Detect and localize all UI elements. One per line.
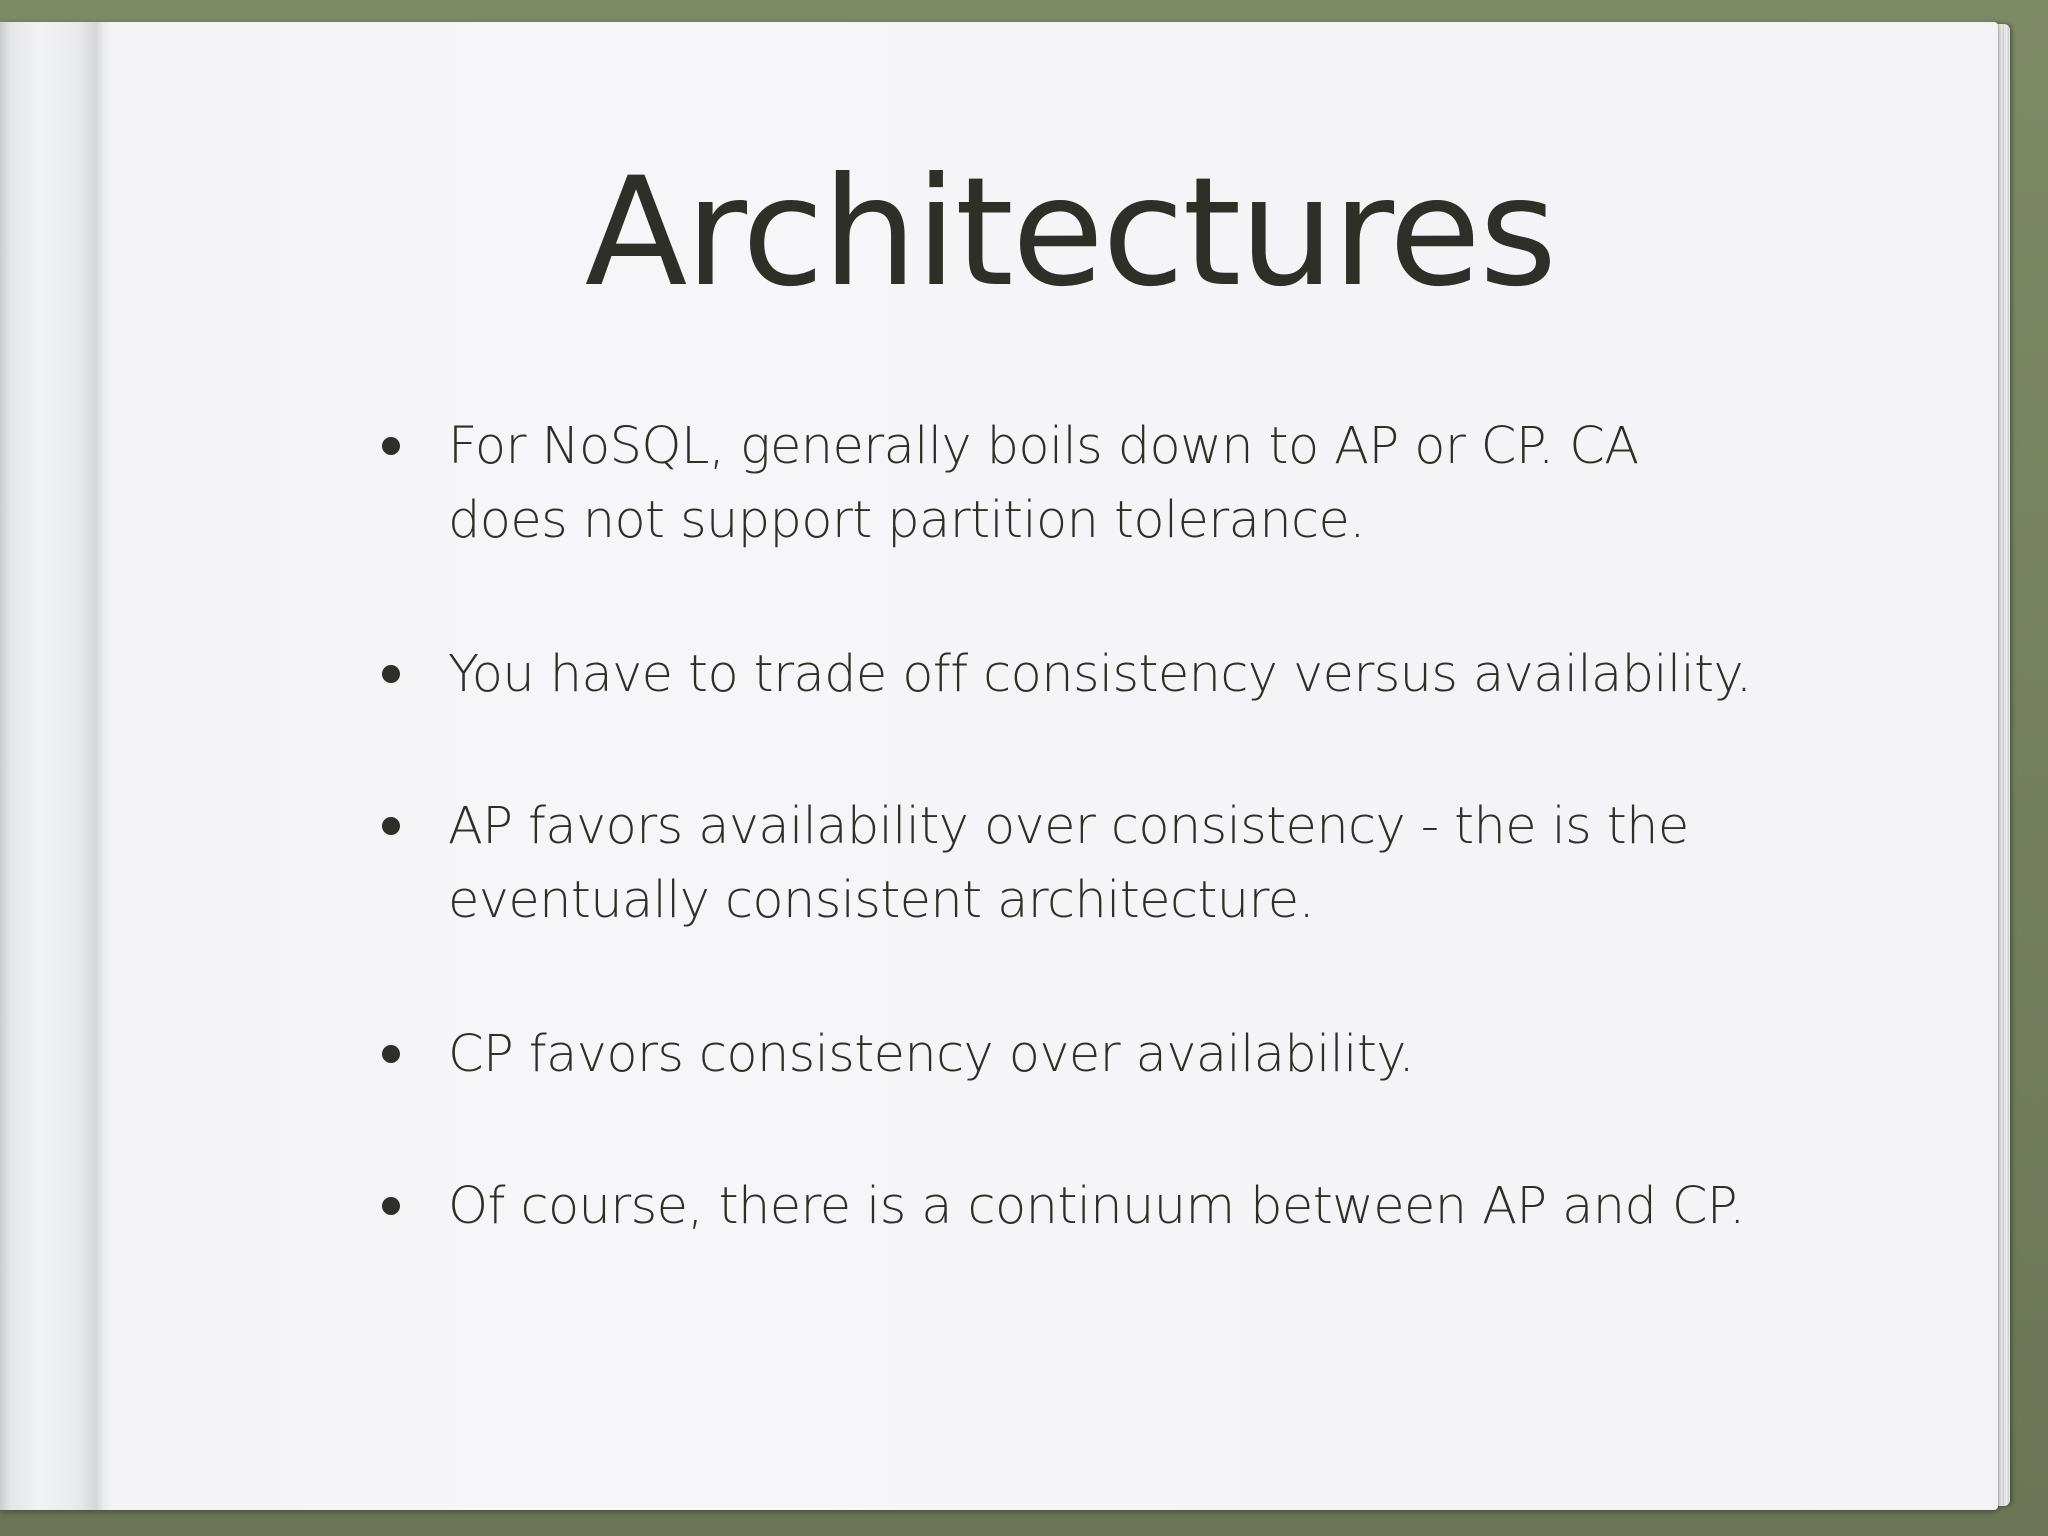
bullet-line: eventually consistent architecture. [448, 871, 1315, 930]
bullet-dot-icon [382, 1197, 400, 1215]
bullet-line: AP favors availability over consistency - the is the [448, 797, 1689, 856]
slide-title: Architectures [584, 146, 1556, 320]
bullet-dot-icon [382, 817, 400, 835]
slide-page [0, 22, 1998, 1510]
bullet-text [448, 1018, 1848, 1092]
bullet-dot-icon [382, 665, 400, 683]
bullet-line: For NoSQL, generally boils down to AP or CP. CA [448, 417, 1639, 476]
bullet-line: Of course, there is a continuum between AP and CP. [448, 1177, 1745, 1236]
bullet-text [448, 1170, 1848, 1244]
bullet-text [448, 790, 1848, 938]
bullet-line: You have to trade off consistency versus availability. [448, 645, 1752, 704]
bullet-dot-icon [382, 1045, 400, 1063]
bullet-dot-icon [382, 437, 400, 455]
bullet-text [448, 410, 1848, 558]
bullet-line: does not support partition tolerance. [448, 491, 1365, 550]
bullet-line: CP favors consistency over availability. [448, 1025, 1415, 1084]
bullet-text [448, 638, 1848, 712]
